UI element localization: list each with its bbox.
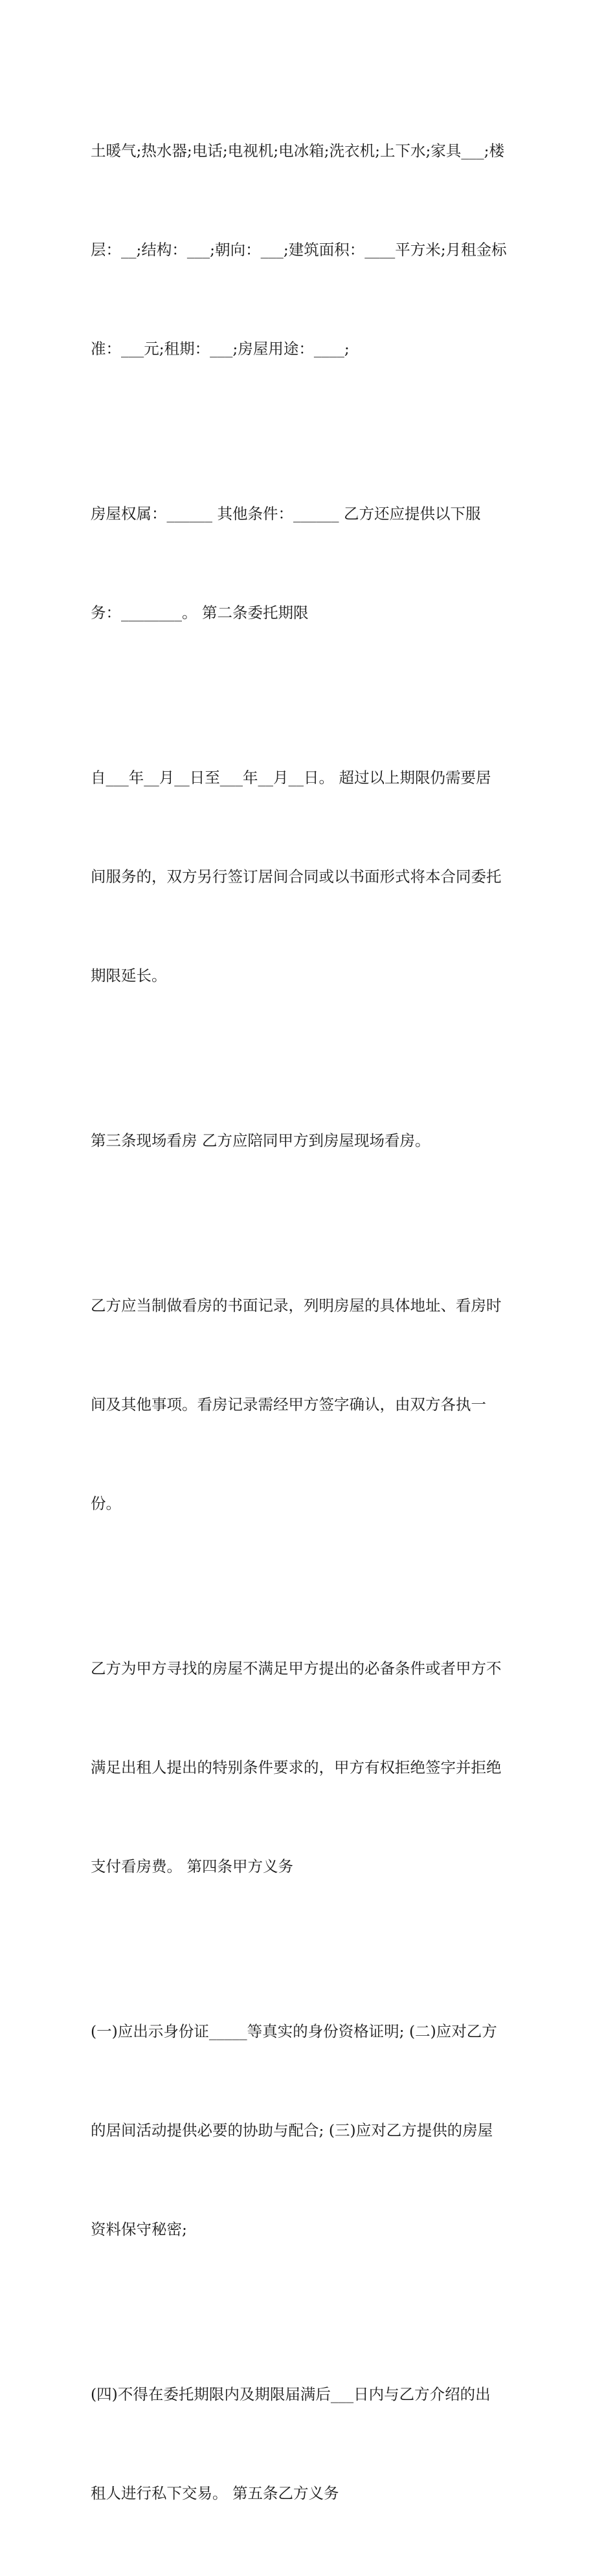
text-line: 满足出租人提出的特别条件要求的，甲方有权拒绝签字并拒绝 <box>91 1758 502 1776</box>
paragraph-article-3 <box>91 1058 531 1223</box>
text-line: 准：___元;租期：___;房屋用途：____; <box>91 340 350 358</box>
paragraph-ownership <box>91 431 531 695</box>
paragraph-facilities <box>91 69 531 431</box>
text-line: 务：________。 第二条委托期限 <box>91 604 309 622</box>
paragraph-term <box>91 695 531 1058</box>
text-line: 乙方为甲方寻找的房屋不满足甲方提出的必备条件或者甲方不 <box>91 1659 502 1677</box>
text-line: 房屋权属：______ 其他条件：______ 乙方还应提供以下服 <box>91 505 481 523</box>
paragraph-viewing-record <box>91 1223 531 1586</box>
text-line: 层：__;结构：___;朝向：___;建筑面积：____平方米;月租金标 <box>91 241 507 259</box>
text-line: 租人进行私下交易。 第五条乙方义务 <box>91 2484 339 2502</box>
text-line: 自___年__月__日至___年__月__日。 超过以上期限仍需要居 <box>91 769 491 787</box>
text-line: 第三条现场看房 乙方应陪同甲方到房屋现场看房。 <box>91 1131 430 1150</box>
text-line: 间及其他事项。看房记录需经甲方签字确认，由双方各执一 <box>91 1395 486 1414</box>
text-line: (四)不得在委托期限内及期限届满后___日内与乙方介绍的出 <box>91 2385 491 2403</box>
text-line: 乙方应当制做看房的书面记录，列明房屋的具体地址、看房时 <box>91 1296 502 1315</box>
text-line: (一)应出示身份证_____等真实的身份资格证明; (二)应对乙方 <box>91 2022 497 2040</box>
document-body <box>91 69 531 2576</box>
text-line: 支付看房费。 第四条甲方义务 <box>91 1857 293 1875</box>
text-line: 的居间活动提供必要的协助与配合; (三)应对乙方提供的房屋 <box>91 2121 493 2139</box>
text-line: 期限延长。 <box>91 966 167 985</box>
text-line: 份。 <box>91 1494 121 1512</box>
paragraph-party-a-duties <box>91 1949 531 2312</box>
paragraph-refusal <box>91 1586 531 1949</box>
text-line: 土暖气;热水器;电话;电视机;电冰箱;洗衣机;上下水;家具___;楼 <box>91 142 505 160</box>
paragraph-private-deal <box>91 2312 531 2576</box>
text-line: 资料保守秘密; <box>91 2220 187 2238</box>
text-line: 间服务的，双方另行签订居间合同或以书面形式将本合同委托 <box>91 868 502 886</box>
